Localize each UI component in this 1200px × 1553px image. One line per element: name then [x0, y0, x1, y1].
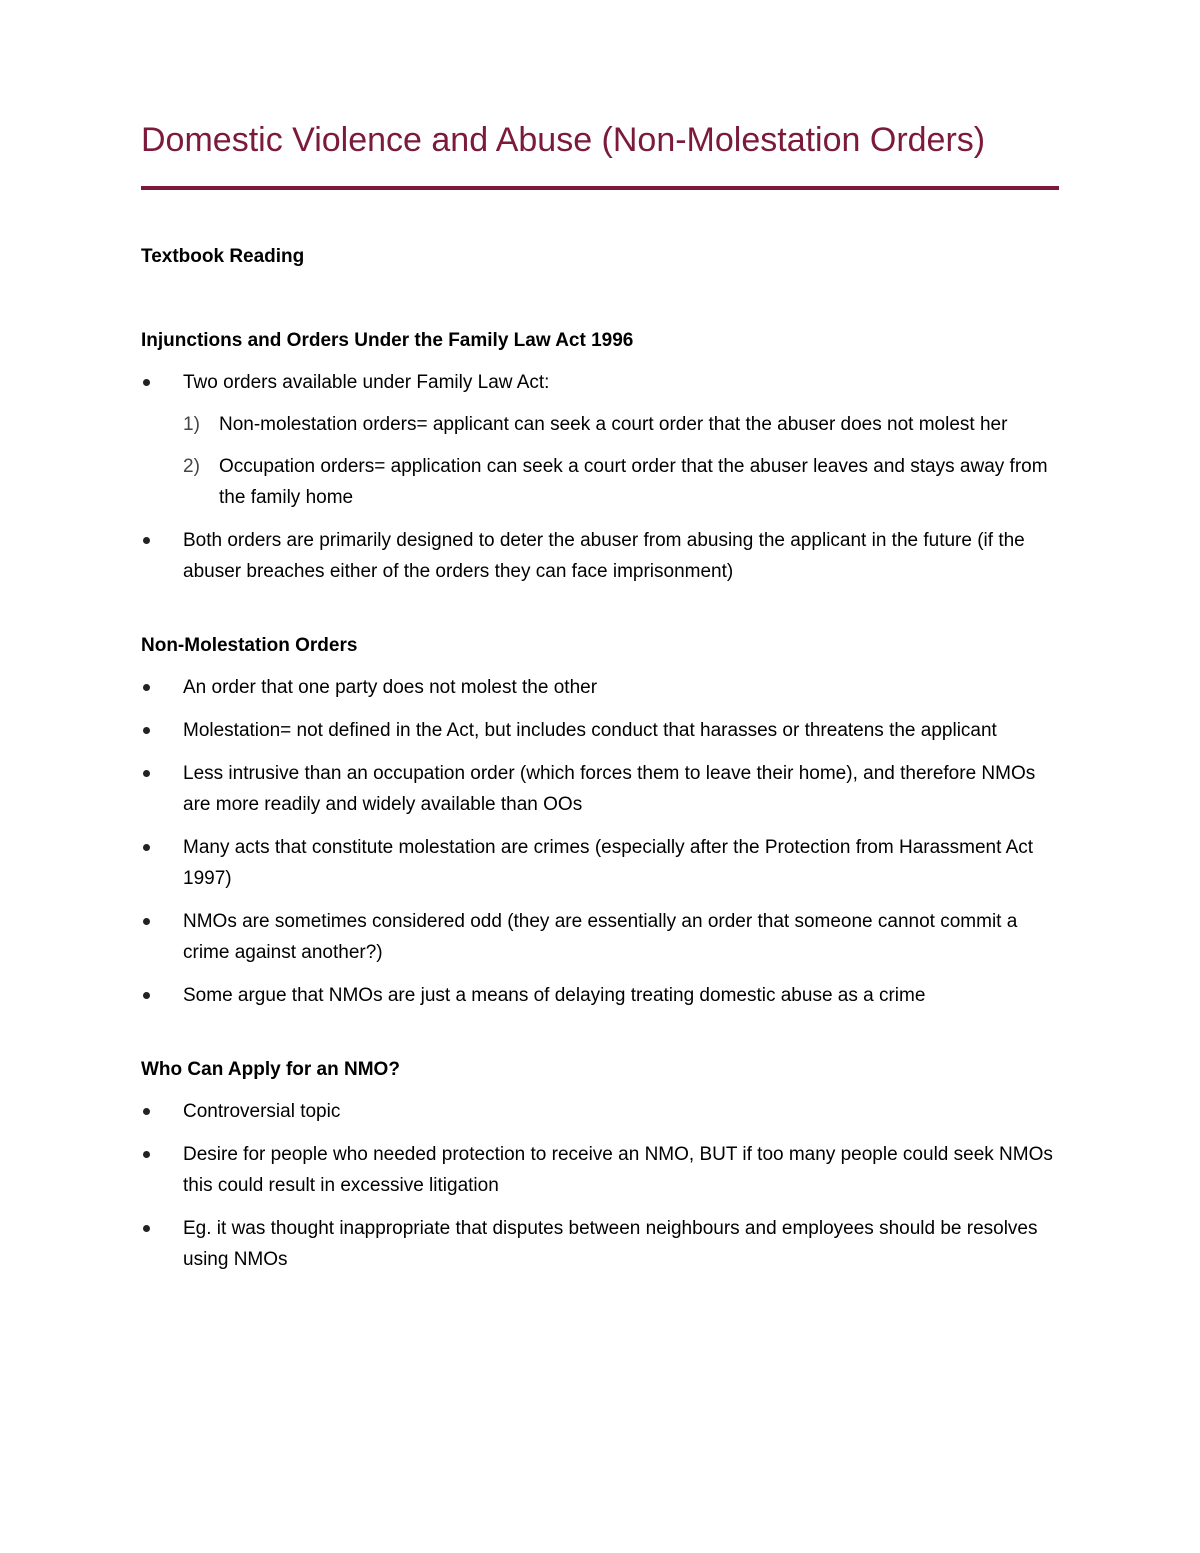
- list-item: NMOs are sometimes considered odd (they are essentially an order that someone cannot commit a crime against another?): [141, 906, 1059, 968]
- list-item: Controversial topic: [141, 1096, 1059, 1127]
- list-item: Molestation= not defined in the Act, but includes conduct that harasses or threatens the applicant: [141, 715, 1059, 746]
- list-item: Some argue that NMOs are just a means of delaying treating domestic abuse as a crime: [141, 980, 1059, 1011]
- document-title: Domestic Violence and Abuse (Non-Molestation Orders): [141, 121, 986, 159]
- list-item: Less intrusive than an occupation order (which forces them to leave their home), and therefore NMOs are more readily and widely available than OOs: [141, 758, 1059, 820]
- document-body: [141, 243, 1059, 1275]
- section-heading-who-can-apply: Who Can Apply for an NMO?: [141, 1059, 400, 1080]
- section-heading-injunctions: Injunctions and Orders Under the Family Law Act 1996: [141, 330, 634, 351]
- bullet-list: [141, 367, 1059, 587]
- section-injunctions: [141, 327, 1059, 587]
- list-item: Two orders available under Family Law Act: 1) Non-molestation orders= applicant can seek a court order that the abuser does not molest her 2) Occupation orders= application can seek a court order that the abuser leaves and stays away from the family home: [141, 367, 1059, 513]
- numbered-list: [183, 409, 1059, 513]
- item-number: 1): [183, 414, 200, 435]
- section-who-can-apply: [141, 1056, 1059, 1275]
- list-item: Desire for people who needed protection to receive an NMO, BUT if too many people could seek NMOs this could result in excessive litigation: [141, 1139, 1059, 1201]
- item-text: Non-molestation orders= applicant can seek a court order that the abuser does not molest her: [219, 414, 1008, 435]
- bullet-list: [141, 1096, 1059, 1275]
- title-underline-rule: [141, 186, 1059, 190]
- section-heading-nmo: Non-Molestation Orders: [141, 635, 358, 656]
- list-item: Many acts that constitute molestation are crimes (especially after the Protection from Harassment Act 1997): [141, 832, 1059, 894]
- textbook-reading-heading: Textbook Reading: [141, 246, 305, 267]
- numbered-item: [183, 409, 1059, 440]
- list-item: Eg. it was thought inappropriate that disputes between neighbours and employees should be resolves using NMOs: [141, 1213, 1059, 1275]
- section-non-molestation-orders: [141, 632, 1059, 1011]
- list-item: An order that one party does not molest the other: [141, 672, 1059, 703]
- list-item: Both orders are primarily designed to deter the abuser from abusing the applicant in the future (if the abuser breaches either of the orders they can face imprisonment): [141, 525, 1059, 587]
- item-number: 2): [183, 456, 200, 477]
- numbered-item: [183, 451, 1059, 513]
- bullet-list: [141, 672, 1059, 1011]
- item-text: Occupation orders= application can seek a court order that the abuser leaves and stays away from the family home: [219, 456, 1048, 508]
